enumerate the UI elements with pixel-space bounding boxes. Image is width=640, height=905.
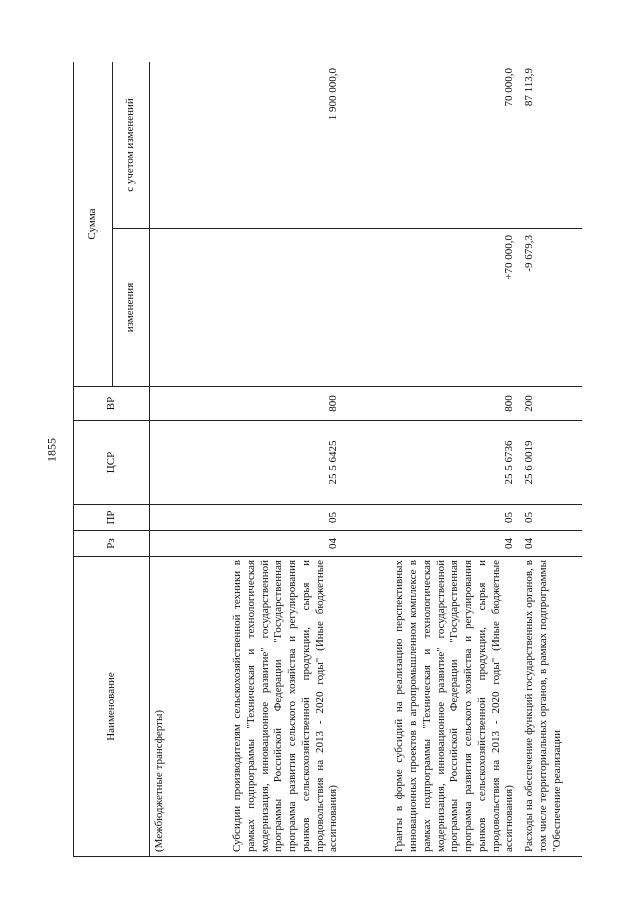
row-total: 70 000,0 — [344, 62, 520, 229]
header-change: изменения — [113, 229, 150, 387]
rotated-page — [73, 62, 633, 857]
header-name: Наименование — [74, 557, 150, 857]
row-pr: 05 — [172, 505, 344, 531]
row-vr — [150, 387, 173, 421]
page-number-container — [40, 420, 64, 480]
row-rz — [150, 531, 173, 557]
table-row — [150, 62, 173, 857]
row-rz: 04 — [172, 531, 344, 557]
row-change — [172, 229, 344, 387]
row-name: (Межбюджетные трансферты) — [150, 557, 173, 857]
row-vr: 800 — [344, 387, 520, 421]
row-change — [150, 229, 173, 387]
row-pr: 05 — [344, 505, 520, 531]
row-csr: 25 5 6736 — [344, 421, 520, 505]
header-rz: Рз — [74, 531, 150, 557]
table-row — [520, 62, 582, 857]
row-csr — [150, 421, 173, 505]
row-total: 1 900 000,0 — [172, 62, 344, 229]
row-csr: 25 5 6425 — [172, 421, 344, 505]
header-csr: ЦСР — [74, 421, 150, 505]
document-stage — [73, 62, 633, 857]
header-vr: ВР — [74, 387, 150, 421]
header-sum: Сумма — [74, 62, 113, 387]
row-change: +70 000,0 — [344, 229, 520, 387]
table-row — [172, 62, 344, 857]
header-with-change: с учетом изменений — [113, 62, 150, 229]
row-name: Расходы на обеспечение функций государственных органов, в том числе территориальных органов, в рамках подпрограммы "Обеспечение реализации — [520, 557, 582, 857]
page-number: 1855 — [44, 438, 59, 462]
table-header — [74, 62, 150, 857]
header-pr: ПР — [74, 505, 150, 531]
row-vr: 200 — [520, 387, 582, 421]
row-csr: 25 6 0019 — [520, 421, 582, 505]
row-pr — [150, 505, 173, 531]
row-total — [150, 62, 173, 229]
row-pr: 05 — [520, 505, 582, 531]
table-row — [344, 62, 520, 857]
row-name: Субсидии производителям сельскохозяйственной техники в рамках подпрограммы "Техническая и технологическая модернизация, инновационное развитие" государственной программы Российской Федерации "Государственная программа развития сельского хозяйства и регулирования рынков сельскохозяйственной продукции, сырья и продовольствия на 2013 - 2020 годы" (Иные бюджетные ассигнования) — [172, 557, 344, 857]
budget-table — [73, 62, 582, 857]
row-vr: 800 — [172, 387, 344, 421]
row-name: Гранты в форме субсидий на реализацию перспективных инновационных проектов в агропромышленном комплексе в рамках подпрограммы "Техническая и технологическая модернизация, инновационное развитие" государственной программы Российской Федерации "Государственная программа развития сельского хозяйства и регулирования рынков сельскохозяйственной продукции, сырья и продовольствия на 2013 - 2020 годы" (Иные бюджетные ассигнования) — [344, 557, 520, 857]
row-change: -9 679,3 — [520, 229, 582, 387]
row-total: 87 113,9 — [520, 62, 582, 229]
row-rz: 04 — [520, 531, 582, 557]
table-body — [150, 62, 583, 857]
row-rz: 04 — [344, 531, 520, 557]
